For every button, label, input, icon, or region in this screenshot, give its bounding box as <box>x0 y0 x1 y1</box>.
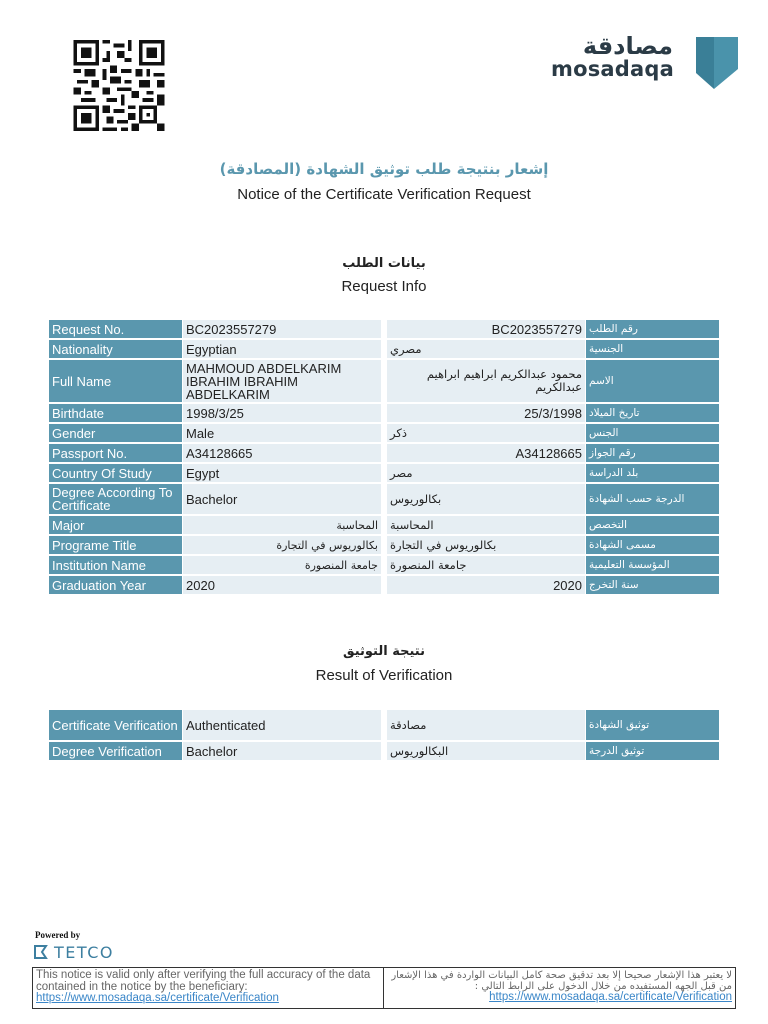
table-row <box>49 464 719 482</box>
logo-arabic: مصادقة <box>582 32 673 60</box>
label-arabic: الجنسية <box>586 340 719 358</box>
label-english: Country Of Study <box>49 464 182 482</box>
table-row <box>49 484 719 514</box>
value-english: Egypt <box>183 464 381 482</box>
value-arabic: A34128665 <box>387 444 585 462</box>
label-arabic: تاريخ الميلاد <box>586 404 719 422</box>
label-english: Nationality <box>49 340 182 358</box>
notice-english <box>33 968 384 1008</box>
value-arabic: مصري <box>387 340 585 358</box>
label-english: Graduation Year <box>49 576 182 594</box>
notice-arabic <box>384 968 735 1008</box>
label-arabic: الدرجة حسب الشهادة <box>586 484 719 514</box>
request-info-table <box>49 320 719 596</box>
value-arabic: 25/3/1998 <box>387 404 585 422</box>
label-arabic: التخصص <box>586 516 719 534</box>
value-english: 1998/3/25 <box>183 404 381 422</box>
value-arabic: جامعة المنصورة <box>387 556 585 574</box>
qr-code <box>70 40 168 131</box>
label-english: Gender <box>49 424 182 442</box>
verification-link-english[interactable]: https://www.mosadaqa.sa/certificate/Verification <box>36 992 279 1004</box>
title-english: Notice of the Certificate Verification Request <box>237 186 531 203</box>
value-english: Male <box>183 424 381 442</box>
value-arabic: مصر <box>387 464 585 482</box>
value-arabic: بكالوريوس في التجارة <box>387 536 585 554</box>
table-row <box>49 360 719 402</box>
table-row <box>49 742 719 760</box>
logo-shield-icon <box>696 37 738 89</box>
verification-result-table <box>49 710 719 762</box>
label-english: Passport No. <box>49 444 182 462</box>
value-english: MAHMOUD ABDELKARIM IBRAHIM IBRAHIM ABDELKARIM <box>183 360 381 402</box>
table-row <box>49 340 719 358</box>
value-arabic: البكالوريوس <box>387 742 585 760</box>
label-english: Full Name <box>49 360 182 402</box>
table-row <box>49 320 719 338</box>
label-arabic: مسمى الشهادة <box>586 536 719 554</box>
result-section-title-arabic: نتيجة التوثيق <box>343 644 425 659</box>
label-arabic: توثيق الشهادة <box>586 710 719 740</box>
table-row <box>49 576 719 594</box>
label-english: Request No. <box>49 320 182 338</box>
label-english: Degree Verification <box>49 742 182 760</box>
value-english: جامعة المنصورة <box>183 556 381 574</box>
validity-notice <box>32 967 736 1009</box>
powered-by-label: Powered by <box>35 930 81 940</box>
logo-latin: mosadaqa <box>551 57 674 81</box>
label-english: Birthdate <box>49 404 182 422</box>
notice-english-text: This notice is valid only after verifying the full accuracy of the data contained in the notice by the beneficiary: <box>36 969 371 993</box>
value-arabic: 2020 <box>387 576 585 594</box>
label-arabic: رقم الجواز <box>586 444 719 462</box>
table-row <box>49 424 719 442</box>
table-row <box>49 556 719 574</box>
result-section-title-english: Result of Verification <box>315 667 453 684</box>
label-arabic: المؤسسة التعليمية <box>586 556 719 574</box>
label-arabic: الاسم <box>586 360 719 402</box>
table-row <box>49 404 719 422</box>
label-english: Degree According To Certificate <box>49 484 182 514</box>
request-section-title-english: Request Info <box>341 278 427 295</box>
value-english: المحاسبة <box>183 516 381 534</box>
notice-arabic-text: لا يعتبر هذا الإشعار صحيحا إلا بعد تدقيق صحة كامل البيانات الواردة في هذا الإشعار من قبل الجهه المستفيده من خلال الدخول على الرابط التالي : <box>391 970 732 992</box>
label-arabic: سنة التخرج <box>586 576 719 594</box>
value-english: BC2023557279 <box>183 320 381 338</box>
label-arabic: الجنس <box>586 424 719 442</box>
label-english: Major <box>49 516 182 534</box>
value-arabic: ذكر <box>387 424 585 442</box>
value-english: Authenticated <box>183 710 381 740</box>
verification-link-arabic[interactable]: https://www.mosadaqa.sa/certificate/Verification <box>489 991 732 1003</box>
label-english: Programe Title <box>49 536 182 554</box>
value-arabic: BC2023557279 <box>387 320 585 338</box>
table-row <box>49 710 719 740</box>
value-english: Egyptian <box>183 340 381 358</box>
value-arabic: المحاسبة <box>387 516 585 534</box>
table-row <box>49 444 719 462</box>
tetco-brand: TETCO <box>54 943 114 962</box>
value-english: Bachelor <box>183 484 381 514</box>
title-arabic: إشعار بنتيجة طلب توثيق الشهادة (المصادقة) <box>219 160 549 178</box>
label-arabic: رقم الطلب <box>586 320 719 338</box>
table-row <box>49 516 719 534</box>
value-english: بكالوريوس في التجارة <box>183 536 381 554</box>
value-english: 2020 <box>183 576 381 594</box>
label-english: Certificate Verification <box>49 710 182 740</box>
value-arabic: محمود عبدالكريم ابراهيم ابراهيم عبدالكريم <box>387 360 585 402</box>
table-row <box>49 536 719 554</box>
label-english: Institution Name <box>49 556 182 574</box>
value-arabic: مصادقة <box>387 710 585 740</box>
value-english: A34128665 <box>183 444 381 462</box>
label-arabic: بلد الدراسة <box>586 464 719 482</box>
value-arabic: بكالوريوس <box>387 484 585 514</box>
request-section-title-arabic: بيانات الطلب <box>342 256 426 271</box>
label-arabic: توثيق الدرجة <box>586 742 719 760</box>
value-english: Bachelor <box>183 742 381 760</box>
